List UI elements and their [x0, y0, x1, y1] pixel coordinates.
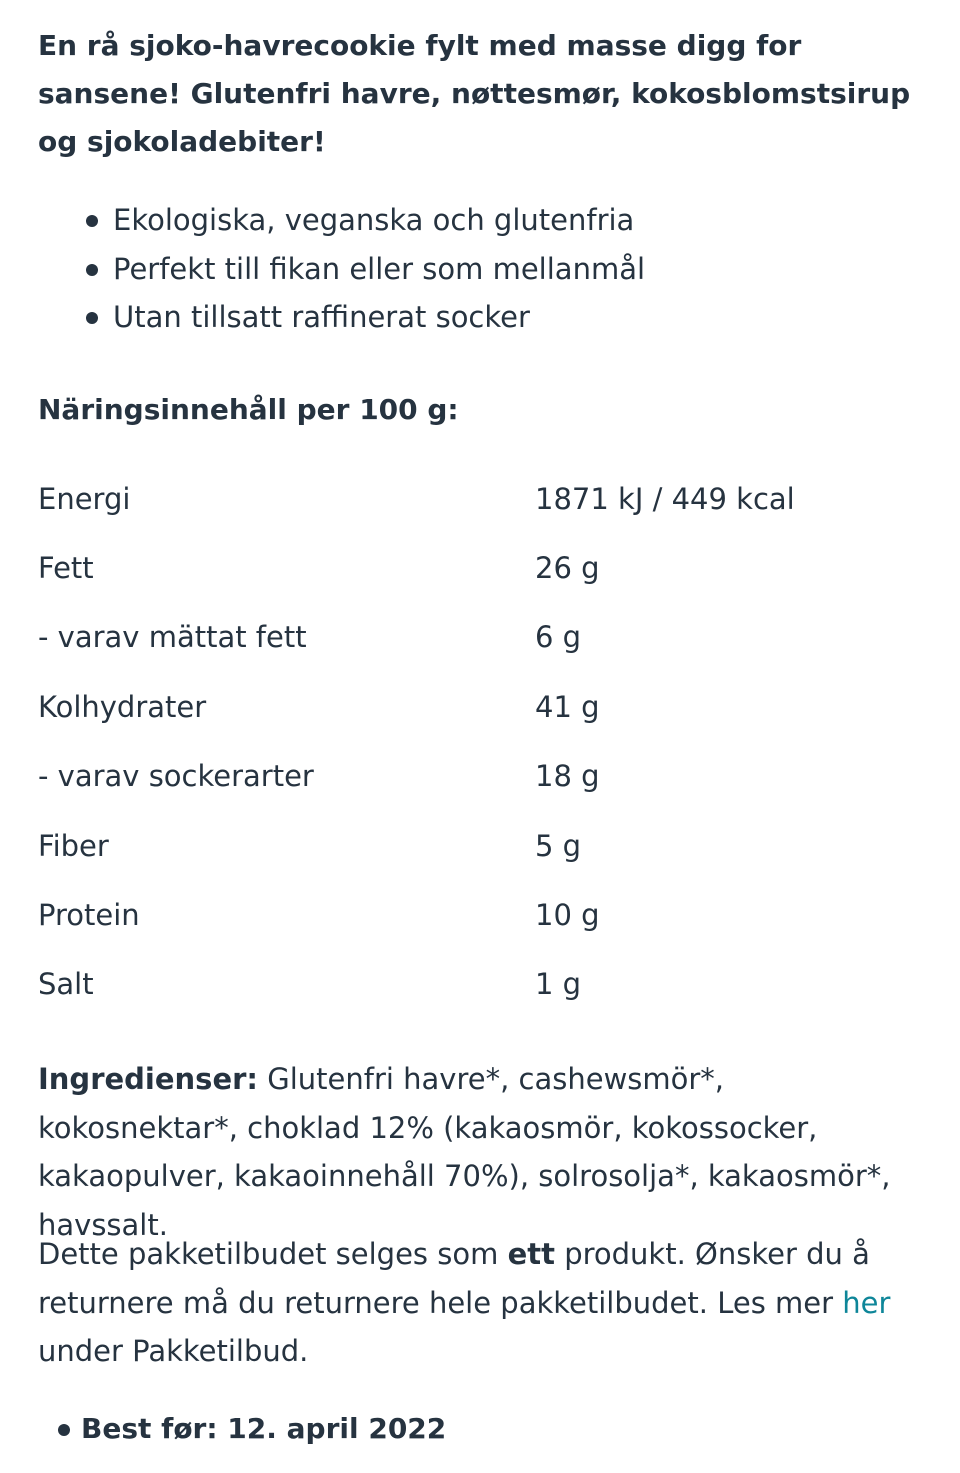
package-info-link[interactable]: her	[842, 1285, 891, 1320]
package-text: Dette pakketilbudet selges som	[38, 1237, 508, 1271]
nutrition-value: 26 g	[535, 551, 600, 586]
feature-item: Ekologiska, veganska och glutenfria	[80, 196, 920, 245]
nutrition-label: - varav mättat fett	[38, 620, 307, 655]
nutrition-value: 5 g	[535, 828, 582, 863]
package-text: under Pakketilbud.	[38, 1334, 309, 1368]
nutrition-row-carbohydrates	[38, 672, 898, 741]
package-offer-notice	[38, 1230, 908, 1376]
nutrition-value: 10 g	[535, 898, 600, 933]
nutrition-value: 6 g	[535, 620, 582, 655]
ingredients-label: Ingredienser:	[38, 1062, 259, 1096]
feature-item: Utan tillsatt raffinerat socker	[80, 293, 920, 342]
package-emphasis: ett	[507, 1237, 555, 1271]
nutrition-value: 1871 kJ / 449 kcal	[535, 481, 795, 516]
feature-item: Perfekt till fikan eller som mellanmål	[80, 245, 920, 294]
nutrition-label: Kolhydrater	[38, 689, 207, 724]
nutrition-label: Fett	[38, 551, 94, 586]
nutrition-heading: Näringsinnehåll per 100 g:	[38, 393, 459, 426]
nutrition-value: 1 g	[535, 967, 582, 1002]
nutrition-row-saturated-fat	[38, 603, 898, 672]
package-text: produkt. Ønsker du å returnere må du returnere hele pakketilbudet. Les mer	[38, 1237, 870, 1320]
nutrition-label: - varav sockerarter	[38, 759, 314, 794]
nutrition-value: 18 g	[535, 759, 600, 794]
best-before-date: Best før: 12. april 2022	[58, 1405, 446, 1453]
best-before-list	[58, 1405, 446, 1453]
nutrition-label: Fiber	[38, 828, 109, 863]
nutrition-value: 41 g	[535, 689, 600, 724]
nutrition-label: Protein	[38, 898, 140, 933]
nutrition-row-protein	[38, 880, 898, 949]
product-intro: En rå sjoko-havrecookie fylt med masse digg for sansene! Glutenfri havre, nøttesmør, kokosblomstsirup og sjokoladebiter!	[38, 29, 911, 158]
ingredients	[38, 1055, 928, 1249]
nutrition-label: Salt	[38, 967, 94, 1002]
nutrition-label: Energi	[38, 481, 131, 516]
nutrition-row-sugars	[38, 742, 898, 811]
nutrition-row-energy	[38, 464, 898, 533]
nutrition-row-salt	[38, 950, 898, 1019]
nutrition-row-fiber	[38, 811, 898, 880]
nutrition-row-fat	[38, 533, 898, 602]
nutrition-table	[38, 464, 898, 1019]
ingredients-text: Glutenfri havre*, cashewsmör*, kokosnektar*, choklad 12% (kakaosmör, kokossocker, kakaopulver, kakaoinnehåll 70%), solrosolja*, kakaosmör*, havssalt.	[38, 1062, 891, 1242]
feature-list	[80, 196, 920, 342]
